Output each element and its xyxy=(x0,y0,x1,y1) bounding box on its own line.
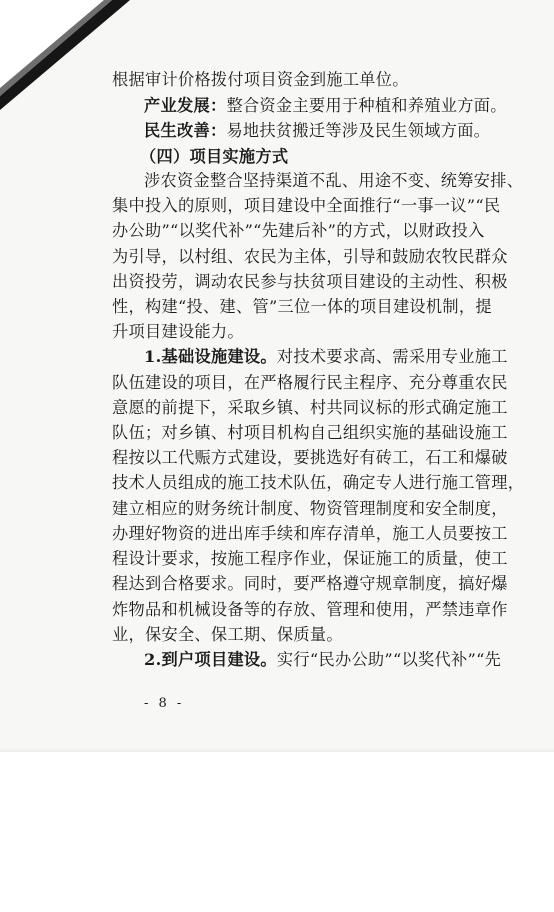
text-line: 性，构建“投、建、管”三位一体的项目建设机制，提 xyxy=(112,297,492,316)
industry-label: 产业发展： xyxy=(144,96,227,115)
page-fold-shadow xyxy=(0,0,130,110)
text-line: 集中投入的原则，项目建设中全面推行“一事一议”“民 xyxy=(112,196,501,215)
text-line: 意愿的前提下，采取乡镇、村共同议标的形式确定施工 xyxy=(112,398,508,417)
livelihood-text: 易地扶贫搬迁等涉及民生领域方面。 xyxy=(226,121,491,140)
text-line: 根据审计价格拨付项目资金到施工单位。 xyxy=(112,70,409,89)
livelihood-line xyxy=(144,119,490,143)
text-line: 出资投劳，调动农民参与扶贫项目建设的主动性、积极 xyxy=(112,272,508,291)
text-line: 建立相应的财务统计制度、物资管理制度和安全制度， xyxy=(112,499,508,518)
text-line: 队伍；对乡镇、村项目机构自己组织实施的基础设施工 xyxy=(112,423,508,442)
item2-title: 2.到户项目建设。 xyxy=(144,650,277,669)
page-number: - 8 - xyxy=(144,696,185,711)
text-line: 办理好物资的进出库手续和库存清单，施工人员要按工 xyxy=(112,524,508,543)
item2-first-line xyxy=(144,648,501,672)
livelihood-label: 民生改善： xyxy=(144,121,227,140)
industry-line xyxy=(144,94,507,118)
text-line: 业，保安全、保工期、保质量。 xyxy=(112,625,343,644)
text-line: 程设计要求，按施工程序作业，保证施工的质量，使工 xyxy=(112,549,508,568)
text-line: 程按以工代赈方式建设，要挑选好有砖工，石工和爆破 xyxy=(112,448,508,467)
text-line: 程达到合格要求。同时，要严格遵守规章制度，搞好爆 xyxy=(112,574,508,593)
text-line: 队伍建设的项目，在严格履行民主程序、充分尊重农民 xyxy=(112,373,508,392)
item2-text: 实行“民办公助”“以奖代补”“先 xyxy=(276,650,502,669)
item1-text: 对技术要求高、需采用专业施工 xyxy=(276,347,508,366)
section-heading: （四）项目实施方式 xyxy=(140,147,289,166)
industry-text: 整合资金主要用于种植和养殖业方面。 xyxy=(226,96,507,115)
text-line: 涉农资金整合坚持渠道不乱、用途不变、统筹安排、 xyxy=(144,171,524,190)
item1-title: 1.基础设施建设。 xyxy=(144,347,277,366)
text-line: 办公助”“以奖代补”“先建后补”的方式，以财政投入 xyxy=(112,221,485,240)
item1-first-line xyxy=(144,345,508,369)
text-line: 升项目建设能力。 xyxy=(112,322,244,341)
text-line: 为引导，以村组、农民为主体，引导和鼓励农牧民群众 xyxy=(112,247,508,266)
text-line: 技术人员组成的施工技术队伍，确定专人进行施工管理， xyxy=(112,473,525,492)
text-line: 炸物品和机械设备等的存放、管理和使用，严禁违章作 xyxy=(112,600,508,619)
